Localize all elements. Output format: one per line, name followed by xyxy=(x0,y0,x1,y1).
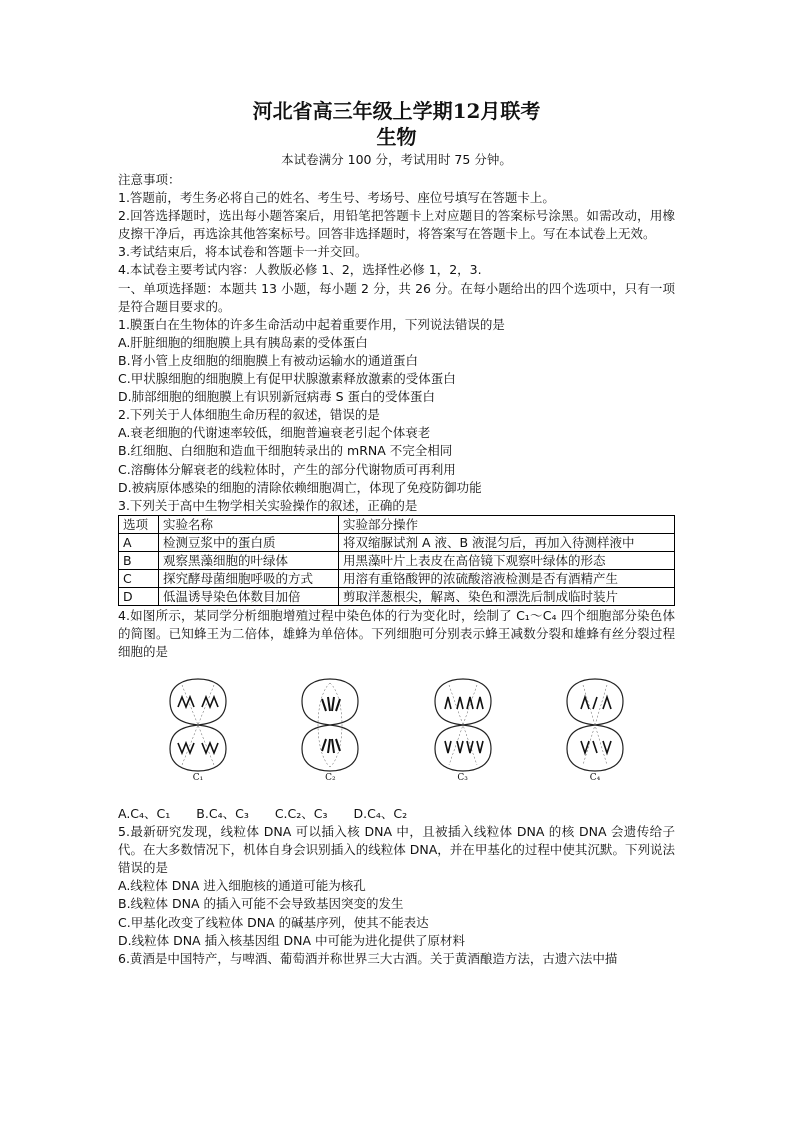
section-heading: 一、单项选择题：本题共 13 小题，每小题 2 分，共 26 分。在每小题给出的四个选项中，只有一项是符合题目要求的。 xyxy=(118,280,675,314)
table-cell: D xyxy=(119,587,159,605)
option: B.线粒体 DNA 的插入可能不会导致基因突变的发生 xyxy=(118,896,404,912)
cell-c3-drawing xyxy=(427,677,499,773)
cell-c3 xyxy=(423,677,503,805)
exam-page xyxy=(118,98,675,968)
table-cell: 将双缩脲试剂 A 液、B 液混匀后，再加入待测样液中 xyxy=(339,533,675,551)
table-cell: C xyxy=(119,569,159,587)
table-cell: 探究酵母菌细胞呼吸的方式 xyxy=(159,569,339,587)
notice-item: 1.答题前，考生务必将自己的姓名、考生号、考场号、座位号填写在答题卡上。 xyxy=(118,190,555,206)
option: D.肺部细胞的细胞膜上有识别新冠病毒 S 蛋白的受体蛋白 xyxy=(118,389,435,405)
exam-title: 河北省高三年级上学期12月联考 xyxy=(252,99,541,123)
option: A.肝脏细胞的细胞膜上具有胰岛素的受体蛋白 xyxy=(118,334,368,350)
option: A.C₄、C₁ xyxy=(118,806,171,822)
option: C.C₂、C₃ xyxy=(274,806,328,822)
option: D.C₄、C₂ xyxy=(353,806,408,822)
option: C.溶酶体分解衰老的线粒体时，产生的部分代谢物质可再利用 xyxy=(118,461,456,477)
table-cell: 低温诱导染色体数目加倍 xyxy=(159,587,339,605)
question-stem: 2.下列关于人体细胞生命历程的叙述，错误的是 xyxy=(118,407,380,423)
table-header-row xyxy=(119,515,675,533)
table-cell: 剪取洋葱根尖，解离、染色和漂洗后制成临时装片 xyxy=(339,587,675,605)
option: C.甲状腺细胞的细胞膜上有促甲状腺激素释放激素的受体蛋白 xyxy=(118,371,456,387)
option: C.甲基化改变了线粒体 DNA 的碱基序列，使其不能表达 xyxy=(118,914,429,930)
cell-c2-drawing xyxy=(294,677,366,773)
cell-label: C₂ xyxy=(325,773,336,784)
question-stem: 4.如图所示，某同学分析细胞增殖过程中染色体的行为变化时，绘制了 C₁～C₄ 四个细胞部分染色体的简图。已知蜂王为二倍体，雄蜂为单倍体。下列细胞可分别表示蜂王减数分裂和雄蜂有丝分裂过程细胞的是 xyxy=(118,607,675,659)
experiment-table xyxy=(118,515,675,606)
table-cell: 检测豆浆中的蛋白质 xyxy=(159,533,339,551)
notice-item: 3.考试结束后，将本试卷和答题卡一并交回。 xyxy=(118,244,368,260)
option: A.衰老细胞的代谢速率较低，细胞普遍衰老引起个体衰老 xyxy=(118,425,431,441)
option: D.被病原体感染的细胞的清除依赖细胞凋亡，体现了免疫防御功能 xyxy=(118,479,482,495)
option: B.肾小管上皮细胞的细胞膜上有被动运输水的通道蛋白 xyxy=(118,352,419,368)
cell-diagrams xyxy=(118,661,675,805)
table-cell: B xyxy=(119,551,159,569)
exam-note: 本试卷满分 100 分，考试用时 75 分钟。 xyxy=(281,152,512,167)
table-row xyxy=(119,569,675,587)
cell-label: C₃ xyxy=(457,773,468,784)
notice-item: 2.回答选择题时，选出每小题答案后，用铅笔把答题卡上对应题目的答案标号涂黑。如需改动，用橡皮擦干净后，再选涂其他答案标号。回答非选择题时，将答案写在答题卡上。写在本试卷上无效。 xyxy=(118,208,675,242)
option: D.线粒体 DNA 插入核基因组 DNA 中可能为进化提供了原材料 xyxy=(118,932,466,948)
cell-c2 xyxy=(290,677,370,805)
table-row xyxy=(119,533,675,551)
header-cell: 实验部分操作 xyxy=(339,515,675,533)
question-stem: 1.膜蛋白在生物体的许多生命活动中起着重要作用，下列说法错误的是 xyxy=(118,316,505,332)
option: B.红细胞、白细胞和造血干细胞转录出的 mRNA 不完全相同 xyxy=(118,443,453,459)
table-cell: 用黑藻叶片上表皮在高倍镜下观察叶绿体的形态 xyxy=(339,551,675,569)
cell-label: C₄ xyxy=(589,773,601,784)
option: B.C₄、C₃ xyxy=(196,806,249,822)
notice-heading: 注意事项： xyxy=(118,172,181,187)
cell-label: C₁ xyxy=(192,773,204,784)
cell-c1 xyxy=(158,677,238,805)
exam-subject: 生物 xyxy=(376,125,417,149)
question-stem: 6.黄酒是中国特产，与啤酒、葡萄酒并称世界三大古酒。关于黄酒酿造方法，古遗六法中描 xyxy=(118,950,618,966)
notice-item: 4.本试卷主要考试内容：人教版必修 1、2，选择性必修 1，2，3. xyxy=(118,262,482,278)
cell-c4-drawing xyxy=(559,677,631,773)
cell-c4 xyxy=(555,677,635,805)
question-stem: 5.最新研究发现，线粒体 DNA 可以插入核 DNA 中，且被插入线粒体 DNA 的核 DNA 会遗传给子代。在大多数情况下，机体自身会识别插入的线粒体 DNA，并在甲基化的过程中使其沉默。下列说法错误的是 xyxy=(118,824,675,876)
header-cell: 选项 xyxy=(119,515,159,533)
table-cell: 观察黑藻细胞的叶绿体 xyxy=(159,551,339,569)
table-cell: 用溶有重铬酸钾的浓硫酸溶液检测是否有酒精产生 xyxy=(339,569,675,587)
option: A.线粒体 DNA 进入细胞核的通道可能为核孔 xyxy=(118,878,366,894)
header-cell: 实验名称 xyxy=(159,515,339,533)
q4-options xyxy=(118,805,675,823)
cell-c1-drawing xyxy=(162,677,234,773)
question-stem: 3.下列关于高中生物学相关实验操作的叙述，正确的是 xyxy=(118,497,418,513)
table-row xyxy=(119,587,675,605)
table-cell: A xyxy=(119,533,159,551)
table-row xyxy=(119,551,675,569)
